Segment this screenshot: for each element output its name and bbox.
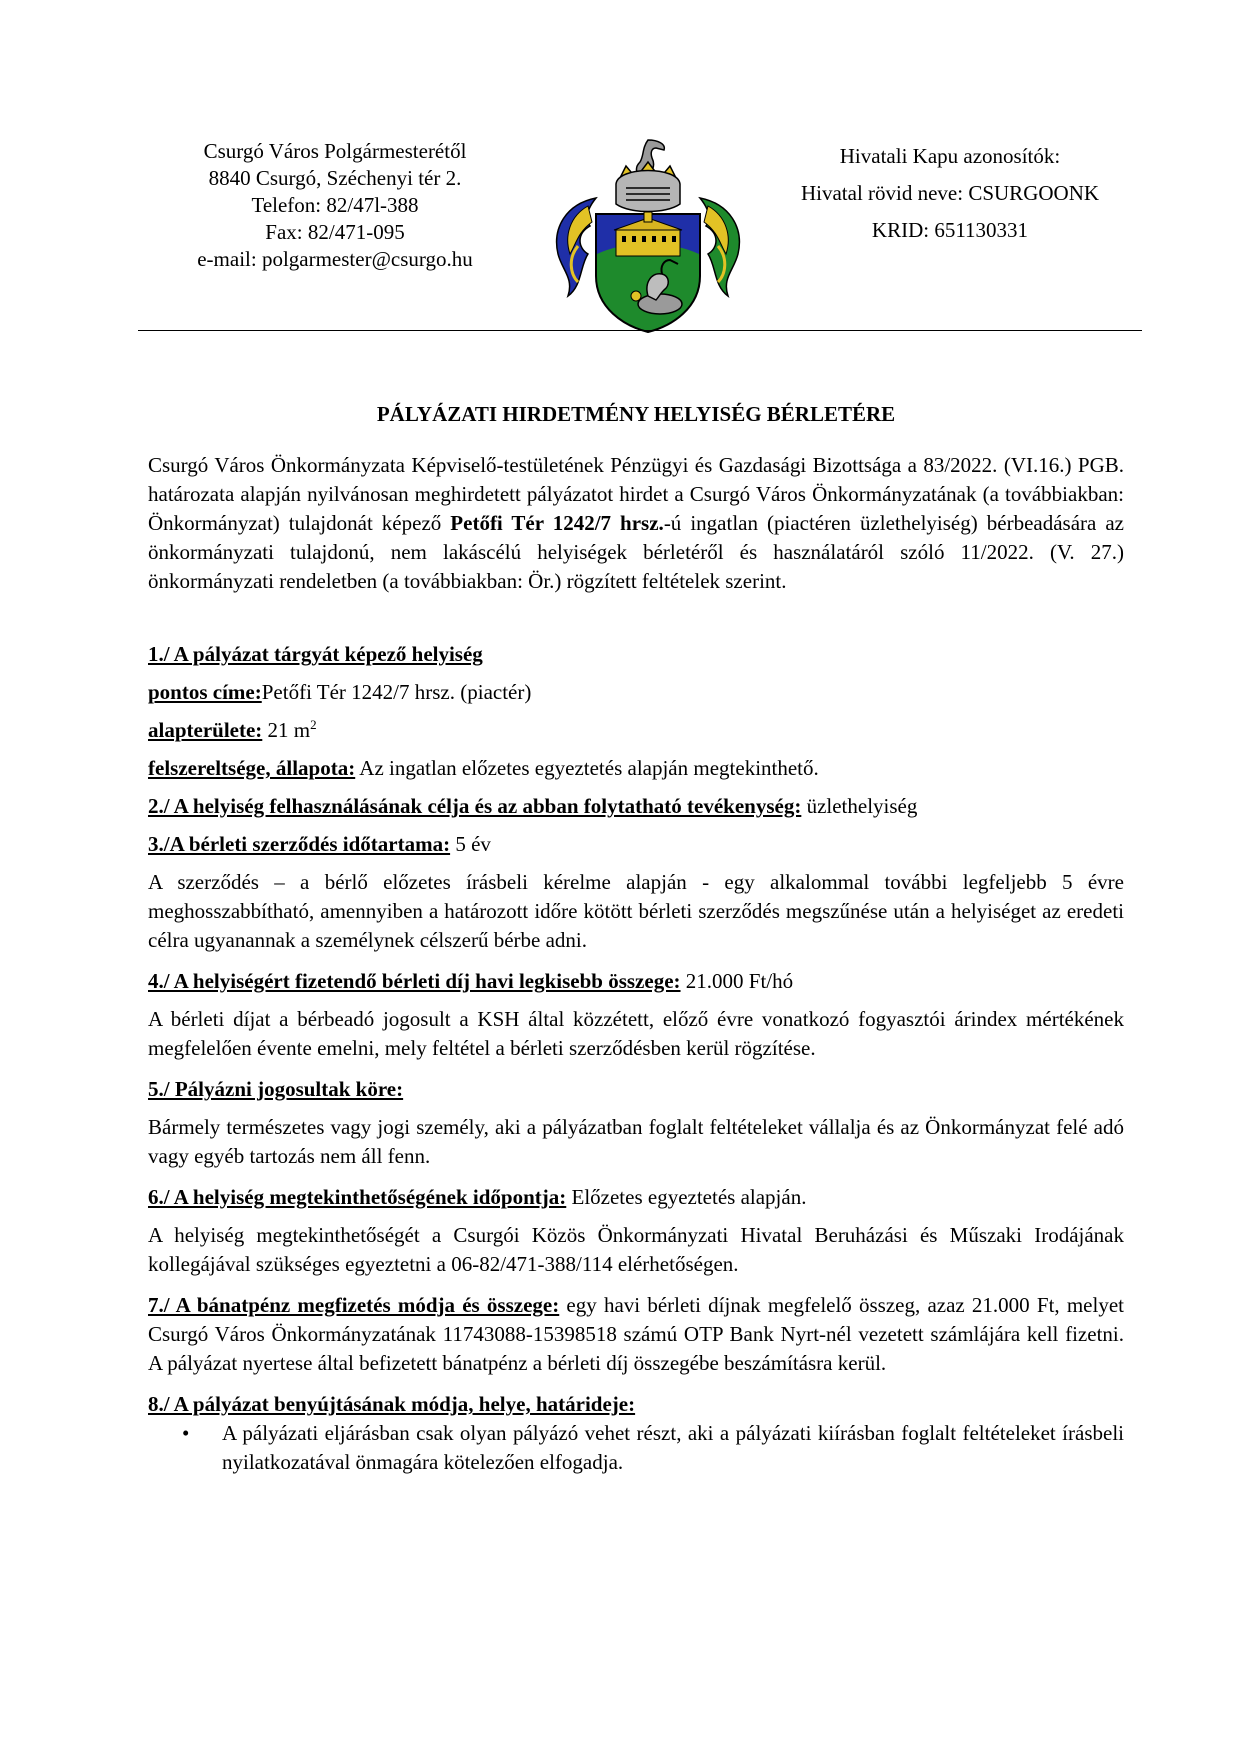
document-body bbox=[148, 400, 1124, 1477]
area-line bbox=[148, 716, 1124, 745]
section-text: egy havi bérleti díjnak megfelelő összeg, azaz 21.000 Ft, melyet Csurgó Város Önkormányzatának 11743088-15398518 számú OTP Bank Nyrt-nél vezetett számlájára kell fizetni. A pályázat nyertese által befizetett bánatpénz a bérleti díj összegébe beszámításra kerül. bbox=[148, 1293, 1124, 1375]
section-heading: 3./A bérleti szerződés időtartama: bbox=[148, 832, 451, 856]
sender-phone: Telefon: 82/47l-388 bbox=[251, 193, 419, 217]
hivatal-short-name: Hivatal rövid neve: CSURGOONK bbox=[800, 181, 1100, 205]
equipment-line bbox=[148, 754, 1124, 783]
section-3-heading bbox=[148, 830, 1124, 859]
section-heading: 2./ A helyiség felhasználásának célja és az abban folytatható tevékenység: bbox=[148, 794, 802, 818]
section-5-text: Bármely természetes vagy jogi személy, aki a pályázatban foglalt feltételeket vállalja és az Önkormányzat felé adó vagy egyéb tartozás nem áll fenn. bbox=[148, 1115, 1124, 1168]
section-value: Előzetes egyeztetés alapján. bbox=[566, 1185, 807, 1209]
list-item-text: A pályázati eljárásban csak olyan pályázó vehet részt, aki a pályázati kiírásban foglalt feltételeket írásbeli nyilatkozatával önmagára kötelezően elfogadja. bbox=[222, 1421, 1124, 1474]
section-8-list bbox=[148, 1419, 1124, 1477]
field-label: alapterülete: bbox=[148, 718, 263, 742]
field-label: felszereltsége, állapota: bbox=[148, 756, 356, 780]
section-4-heading bbox=[148, 967, 1124, 996]
list-item bbox=[182, 1419, 1124, 1477]
section-heading: 8./ A pályázat benyújtásának módja, helye, határideje: bbox=[148, 1392, 636, 1416]
sender-address-block bbox=[140, 138, 530, 273]
section-heading: 5./ Pályázni jogosultak köre: bbox=[148, 1077, 404, 1101]
section-2 bbox=[148, 792, 1124, 821]
sender-fax: Fax: 82/471-095 bbox=[265, 220, 405, 244]
intro-property: Petőfi Tér 1242/7 hrsz. bbox=[450, 511, 664, 535]
section-value: üzlethelyiség bbox=[801, 794, 918, 818]
field-value: 21 m bbox=[262, 718, 311, 742]
hivatali-kapu-label: Hivatali Kapu azonosítók: bbox=[839, 144, 1061, 168]
section-heading: 1./ A pályázat tárgyát képező helyiség bbox=[148, 642, 483, 666]
sender-email: e-mail: polgarmester@csurgo.hu bbox=[197, 247, 473, 271]
header-divider bbox=[138, 330, 1142, 331]
field-value: Petőfi Tér 1242/7 hrsz. (piactér) bbox=[261, 680, 532, 704]
field-value: Az ingatlan előzetes egyeztetés alapján megtekinthető. bbox=[355, 756, 819, 780]
section-7 bbox=[148, 1291, 1124, 1378]
hivatali-kapu-block bbox=[760, 138, 1140, 249]
address-line bbox=[148, 678, 1124, 707]
superscript: 2 bbox=[310, 717, 317, 732]
section-value: 21.000 Ft/hó bbox=[680, 969, 794, 993]
section-heading: 7./ A bánatpénz megfizetés módja és összege: bbox=[148, 1293, 560, 1317]
krid: KRID: 651130331 bbox=[871, 218, 1029, 242]
section-8-heading bbox=[148, 1390, 1124, 1419]
intro-text-2: -ú ingatlan (piactéren üzlethelyiség) bérbeadására az önkormányzati tulajdonú, nem lakáscélú helyiségek bérletéről és használatáról szóló 11/2022. (V. 27.) önkormányzati rendeletben (a továbbiakban: Ör.) rögzített feltételek szerint. bbox=[148, 511, 1125, 593]
section-4-text: A bérleti díjat a bérbeadó jogosult a KSH által közzétett, előző évre vonatkozó fogyasztói árindex mértékének megfelelően évente emelni, mely feltétel a bérleti szerződésben kerül rögzítése. bbox=[148, 1007, 1124, 1060]
section-6-heading bbox=[148, 1183, 1124, 1212]
section-6-text: A helyiség megtekinthetőségét a Csurgói Közös Önkormányzati Hivatal Beruházási és Műszaki Irodájának kollegájával szükséges egyeztetni a 06-82/471-388/114 elérhetőségen. bbox=[148, 1223, 1124, 1276]
intro-paragraph bbox=[148, 451, 1124, 596]
section-heading: 4./ A helyiségért fizetendő bérleti díj havi legkisebb összege: bbox=[148, 969, 681, 993]
bullet-icon: • bbox=[182, 1421, 190, 1445]
section-5-heading bbox=[148, 1075, 1124, 1104]
section-value: 5 év bbox=[450, 832, 491, 856]
intro-text-1: Csurgó Város Önkormányzata Képviselő-testületének Pénzügyi és Gazdasági Bizottsága a 83/2022. (VI.16.) PGB. határozata alapján nyilvánosan meghirdetett pályázatot hirdet a Csurgó Város Önkormányzatának (a továbbiakban: Önkormányzat) tulajdonát képező bbox=[148, 453, 1124, 535]
sender-address: 8840 Csurgó, Széchenyi tér 2. bbox=[208, 166, 462, 190]
section-heading: 6./ A helyiség megtekinthetőségének időpontja: bbox=[148, 1185, 567, 1209]
section-1-heading bbox=[148, 640, 1124, 669]
document-title: PÁLYÁZATI HIRDETMÉNY HELYISÉG BÉRLETÉRE bbox=[376, 402, 896, 426]
field-label: pontos címe: bbox=[148, 680, 262, 704]
coat-of-arms-icon bbox=[548, 136, 748, 334]
sender-name: Csurgó Város Polgármesterétől bbox=[203, 139, 467, 163]
section-3-text: A szerződés – a bérlő előzetes írásbeli kérelme alapján - egy alkalommal további legfeljebb 5 évre meghosszabbítható, amennyiben a határozott időre kötött bérleti szerződés megszűnése után a helyiséget az eredeti célra ugyanannak a személynek célszerű bérbe adni. bbox=[148, 870, 1124, 952]
